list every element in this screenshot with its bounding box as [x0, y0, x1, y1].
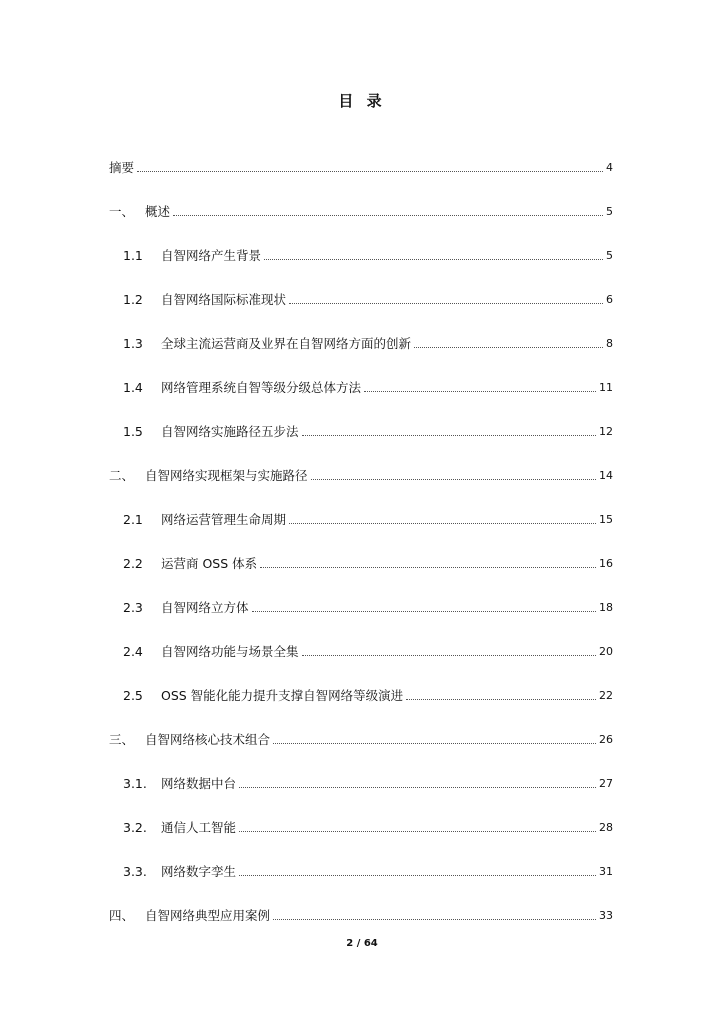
toc-entry-label: 自智网络立方体	[161, 600, 249, 615]
toc-entry-label: 网络数据中台	[161, 776, 237, 791]
toc-entry-page: 12	[599, 424, 613, 438]
dot-leader	[137, 171, 603, 172]
dot-leader	[260, 567, 596, 568]
toc-entry[interactable]	[109, 365, 613, 409]
toc-entry[interactable]	[109, 585, 613, 629]
toc-entry-label: 自智网络典型应用案例	[145, 908, 271, 923]
toc-entry-number: 2.4	[123, 643, 143, 659]
toc-entry-label: 自智网络功能与场景全集	[161, 644, 299, 659]
toc-entry-page: 28	[599, 820, 613, 834]
toc-entry[interactable]	[109, 761, 613, 805]
toc-entry-number: 3.2.	[123, 819, 147, 835]
toc-entry-number: 1.2	[123, 291, 143, 307]
toc-entry-label: OSS 智能化能力提升支撑自智网络等级演进	[161, 688, 404, 703]
toc-entry-label: 自智网络核心技术组合	[145, 732, 271, 747]
toc-entry-page: 20	[599, 644, 613, 658]
dot-leader	[302, 655, 596, 656]
toc-entry-page: 18	[599, 600, 613, 614]
toc-entry-page: 33	[599, 908, 613, 922]
toc-entry-number: 1.4	[123, 379, 143, 395]
dot-leader	[289, 523, 596, 524]
toc-entry-number: 二、	[109, 468, 135, 483]
toc-entry-label: 网络管理系统自智等级分级总体方法	[161, 380, 362, 395]
dot-leader	[414, 347, 603, 348]
toc-entry-label: 自智网络产生背景	[161, 248, 262, 263]
toc-entry-label: 概述	[145, 204, 171, 219]
toc-entry-page: 5	[606, 248, 613, 262]
page-title: 目 录	[338, 92, 386, 110]
toc-entry-number: 3.3.	[123, 863, 147, 879]
toc-entry-number: 1.5	[123, 423, 143, 439]
toc-entry-page: 15	[599, 512, 613, 526]
dot-leader	[302, 435, 596, 436]
dot-leader	[239, 831, 596, 832]
toc-entry[interactable]	[109, 145, 613, 189]
toc-entry-number: 三、	[109, 732, 135, 747]
dot-leader	[252, 611, 596, 612]
toc-entry-label: 自智网络实施路径五步法	[161, 424, 299, 439]
dot-leader	[364, 391, 596, 392]
dot-leader	[239, 875, 596, 876]
toc-entry-label: 自智网络实现框架与实施路径	[145, 468, 308, 483]
toc-entry[interactable]	[109, 277, 613, 321]
toc-entry[interactable]	[109, 497, 613, 541]
toc-entry[interactable]	[109, 541, 613, 585]
toc-entry-page: 14	[599, 468, 613, 482]
toc-entry-page: 5	[606, 204, 613, 218]
toc-entry-page: 6	[606, 292, 613, 306]
toc-entry[interactable]	[109, 849, 613, 893]
table-of-contents	[109, 145, 613, 937]
toc-entry-page: 4	[606, 160, 613, 174]
toc-entry-page: 27	[599, 776, 613, 790]
toc-entry-number: 2.2	[123, 555, 143, 571]
toc-entry-number: 1.3	[123, 335, 143, 351]
toc-entry-label: 通信人工智能	[161, 820, 237, 835]
toc-entry-label: 网络数字孪生	[161, 864, 237, 879]
toc-entry[interactable]	[109, 453, 613, 497]
dot-leader	[273, 919, 596, 920]
toc-entry-page: 11	[599, 380, 613, 394]
toc-entry-number: 1.1	[123, 247, 143, 263]
toc-entry-label: 自智网络国际标准现状	[161, 292, 287, 307]
toc-entry-label: 网络运营管理生命周期	[161, 512, 287, 527]
dot-leader	[273, 743, 596, 744]
toc-entry-number: 一、	[109, 204, 135, 219]
toc-entry[interactable]	[109, 805, 613, 849]
dot-leader	[239, 787, 596, 788]
dot-leader	[406, 699, 596, 700]
toc-entry-number: 2.3	[123, 599, 143, 615]
toc-entry-number: 2.5	[123, 687, 143, 703]
toc-entry-label: 摘要	[109, 160, 135, 175]
toc-entry[interactable]	[109, 717, 613, 761]
toc-entry-page: 26	[599, 732, 613, 746]
toc-entry-label: 运营商 OSS 体系	[161, 556, 258, 571]
dot-leader	[173, 215, 603, 216]
toc-entry[interactable]	[109, 189, 613, 233]
toc-entry[interactable]	[109, 409, 613, 453]
dot-leader	[311, 479, 596, 480]
toc-entry-page: 8	[606, 336, 613, 350]
toc-entry-number: 四、	[109, 908, 135, 923]
dot-leader	[264, 259, 603, 260]
toc-entry[interactable]	[109, 233, 613, 277]
toc-entry-number: 2.1	[123, 511, 143, 527]
toc-entry-page: 31	[599, 864, 613, 878]
toc-entry-label: 全球主流运营商及业界在自智网络方面的创新	[161, 336, 412, 351]
toc-entry-page: 22	[599, 688, 613, 702]
toc-entry[interactable]	[109, 673, 613, 717]
dot-leader	[289, 303, 603, 304]
toc-entry[interactable]	[109, 629, 613, 673]
page-number: 2 / 64	[346, 938, 378, 949]
toc-entry-number: 3.1.	[123, 775, 147, 791]
toc-entry[interactable]	[109, 321, 613, 365]
toc-entry[interactable]	[109, 893, 613, 937]
toc-entry-page: 16	[599, 556, 613, 570]
